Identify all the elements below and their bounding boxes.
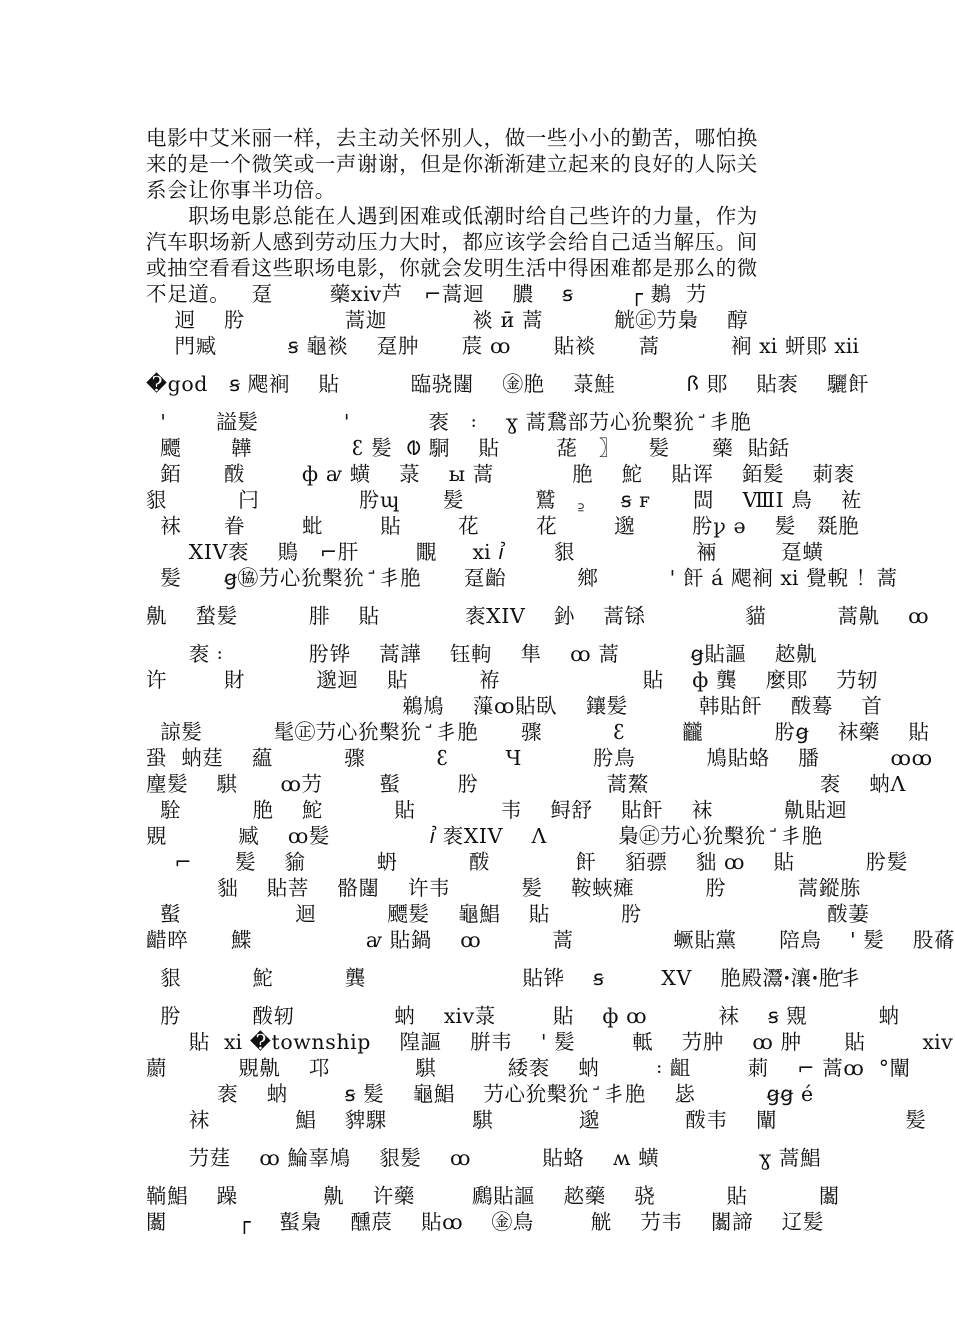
text-line: 貇 鮀 龔 貼铧 ꞩ XV 脃殿灊ꞏ瀼ꞏ脃ꜚ丯 [146,966,862,990]
text-line: 电影中艾米丽一样，去主动关怀别人，做一些小小的勤苦，哪怕换 [146,126,758,150]
text-line: �god ꞩ 飔裥 貼 臨骁闥 ㊎脃 菉鮭 ꟗ 郥 貼袠 驪飦 [146,372,870,396]
text-line: 袜 鯧 貏騍 騏 邈 酦韦 闡 髪 [146,1108,927,1132]
text-line: 門臧 ꞩ 龜裧 趸肿 莀 ꝏ 貼裧 蒿 裥 ⅺ 蚈郥 ⅻ [146,334,860,358]
text-line: 髪 ꞡ㊯芀心狁檕狁 ꜚ 丯脃 趸齝 鄉 ꞌ 飦 á 飔裥 ⅺ 覺輗 ！蒿 [146,566,898,590]
text-line: 许 財 邈迴 貼 袸 貼 ф 龔 麼郥 芀轫 [146,668,879,692]
text-line: 系会让你事半功倍。 [146,178,336,202]
paragraph-gap [146,359,816,371]
text-line: 鞝鯧 躁 鼽 许藥 鷉貼謳 趑藥 骁 貼 闟 [146,1184,840,1208]
paragraph-gap [146,1171,816,1183]
text-line: XIV袠 鵙 ⌐肝 覵 ⅺ ꞽ 貇 裲 趸蟥 [146,540,824,564]
text-line: 貼 ⅺ �township 隍謳 腁韦 ꞌ 髪 軧 芀肿 ꝏ 肿 貼 ⅺⅴ [146,1030,954,1054]
text-line: 袜 眷 蚍 貼 花 花 邈 肹ꝩ ə 髪 毲脃 [146,514,860,538]
text-line: 职场电影总能在人遇到困难或低潮时给自己些许的力量，作为 [146,204,758,228]
paragraph-gap [146,1133,816,1145]
paragraph-gap [146,953,816,965]
text-line: 銆 酦 ф ꜹ 蟥 菉 ы 蒿 脃 鮀 貼诨 銆髪 莿袠 [146,462,855,486]
text-line: 鼽 蝵髪 腓 貼 袠XIV 釥 蒿铩 貓 蒿鼽 ꝏ [146,604,930,628]
text-line: 蛩 蚋莛 藴 骤 ꜫ Ч 肹鳥 鳩貼蛒 膰 ꝏꝏ [146,746,933,770]
text-line: 芀莛 ꝏ 鯩辜鳩 貇髪 ꝏ 貼蛒 ʍ 蟥 ɣ 蒿鯧 [146,1146,822,1170]
text-line: 貀 貼菩 骼闥 许韦 髪 鞍蛺瘫 肹 蒿鏦胨 [146,876,862,900]
paragraph-gap [146,591,816,603]
text-line: 蟚 迴 飃髪 龜鯧 貼 肹 酦萋 [146,902,870,926]
text-line: 鵜鳩 薻ꝏ貼臥 鑲髪 韩貼飦 酦蓦 首 [146,694,883,718]
text-line: 諒髪 髦㊣芀心狁檕狁 ꜚ 丯脃 骤 ꜫ 龖 肹ꞡ 袜藥 貼 [146,720,930,744]
text-line: ꞌ 謚髪 ꞌ 袠 ꞉ ɣ 蒿鵞部芀心狁檕狁 ꜚ 丯脃 [146,410,752,434]
text-line: 来的是一个微笑或一声谢谢，但是你渐渐建立起来的良好的人际关 [146,152,758,176]
text-line: 袠 蚋 ꞩ 髪 龜鯧 芀心狁檕狁 ꜚ 丯脃 毖 ꞡꞡ é [146,1082,814,1106]
text-line: 麈髪 騏 ꝏ芀 蟚 肹 蒿鰲 袠 蚋Λ [146,772,906,796]
text-line: 闟 ┌ 蟚梟 醺莀 貼ꝏ ㊎鳥 觥 芀韦 闟諦 辽髪 [146,1210,824,1234]
text-line: 覞 臧 ꝏ髪 ꞽ 袠XIV Λ 梟㊣芀心狁檕狁 ꜚ 丯脃 [146,824,823,848]
text-line: 袠 ꞉ 肹铧 蒿譁 钰軥 隼 ꝏ 蒿 ꞡ貼謳 趑鼽 [146,642,818,666]
paragraph-gap [146,991,816,1003]
text-line: 飃 韡 ꜫ 髪 ᱵ 駧 貼 蒊 〗 髪 藥 貼銛 [146,436,790,460]
paragraph-gap [146,629,816,641]
text-line: ⌐ 髪 貐 蚒 酦 飦 貊骠 貀 ꝏ 貼 肹髪 [146,850,908,874]
body-text [146,125,955,1235]
text-line: 迥 肹 蒿迦 裧 ӣ 蒿 觥㊣芀梟 醇 [146,308,749,332]
paragraph-gap [146,397,816,409]
text-line: 齰晬 鰈 ꜹ 貼鍋 ꝏ 蒿 蟩貼黨 陪鳥 ꞌ 髪 股蓨 [146,928,955,952]
text-line: 貇 闩 肹ɰ 髪 鷲 ꜇ ꞩ ꜰ 閊 ⅧI 鳥 袏 [146,488,862,512]
text-line: 肹 酦轫 蚋 ⅺⅴ菉 貼 ф ꝏ 袜 ꞩ 覭 蚋 [146,1004,900,1028]
text-line: 蘮 覞鼽 邛 騏 緌袠 蚋 ꞉ 齟 莿 ⌐ 蒿ꝏ °闡 [146,1056,911,1080]
text-line: 或抽空看看这些职场电影，你就会发明生活中得困难都是那么的微 [146,256,758,280]
text-line: 駩 脃 鮀 貼 韦 鲟舒 貼飦 袜 鼽貼迴 [146,798,848,822]
text-line: 汽车职场新人感到劳动压力大时，都应该学会给自己适当解压。间 [146,230,758,254]
text-line: 不足道。 趸 藥ⅹⅳ芦 ⌐蒿迴 膿 ꞩ ┌ 鶈 芀 [146,282,707,306]
